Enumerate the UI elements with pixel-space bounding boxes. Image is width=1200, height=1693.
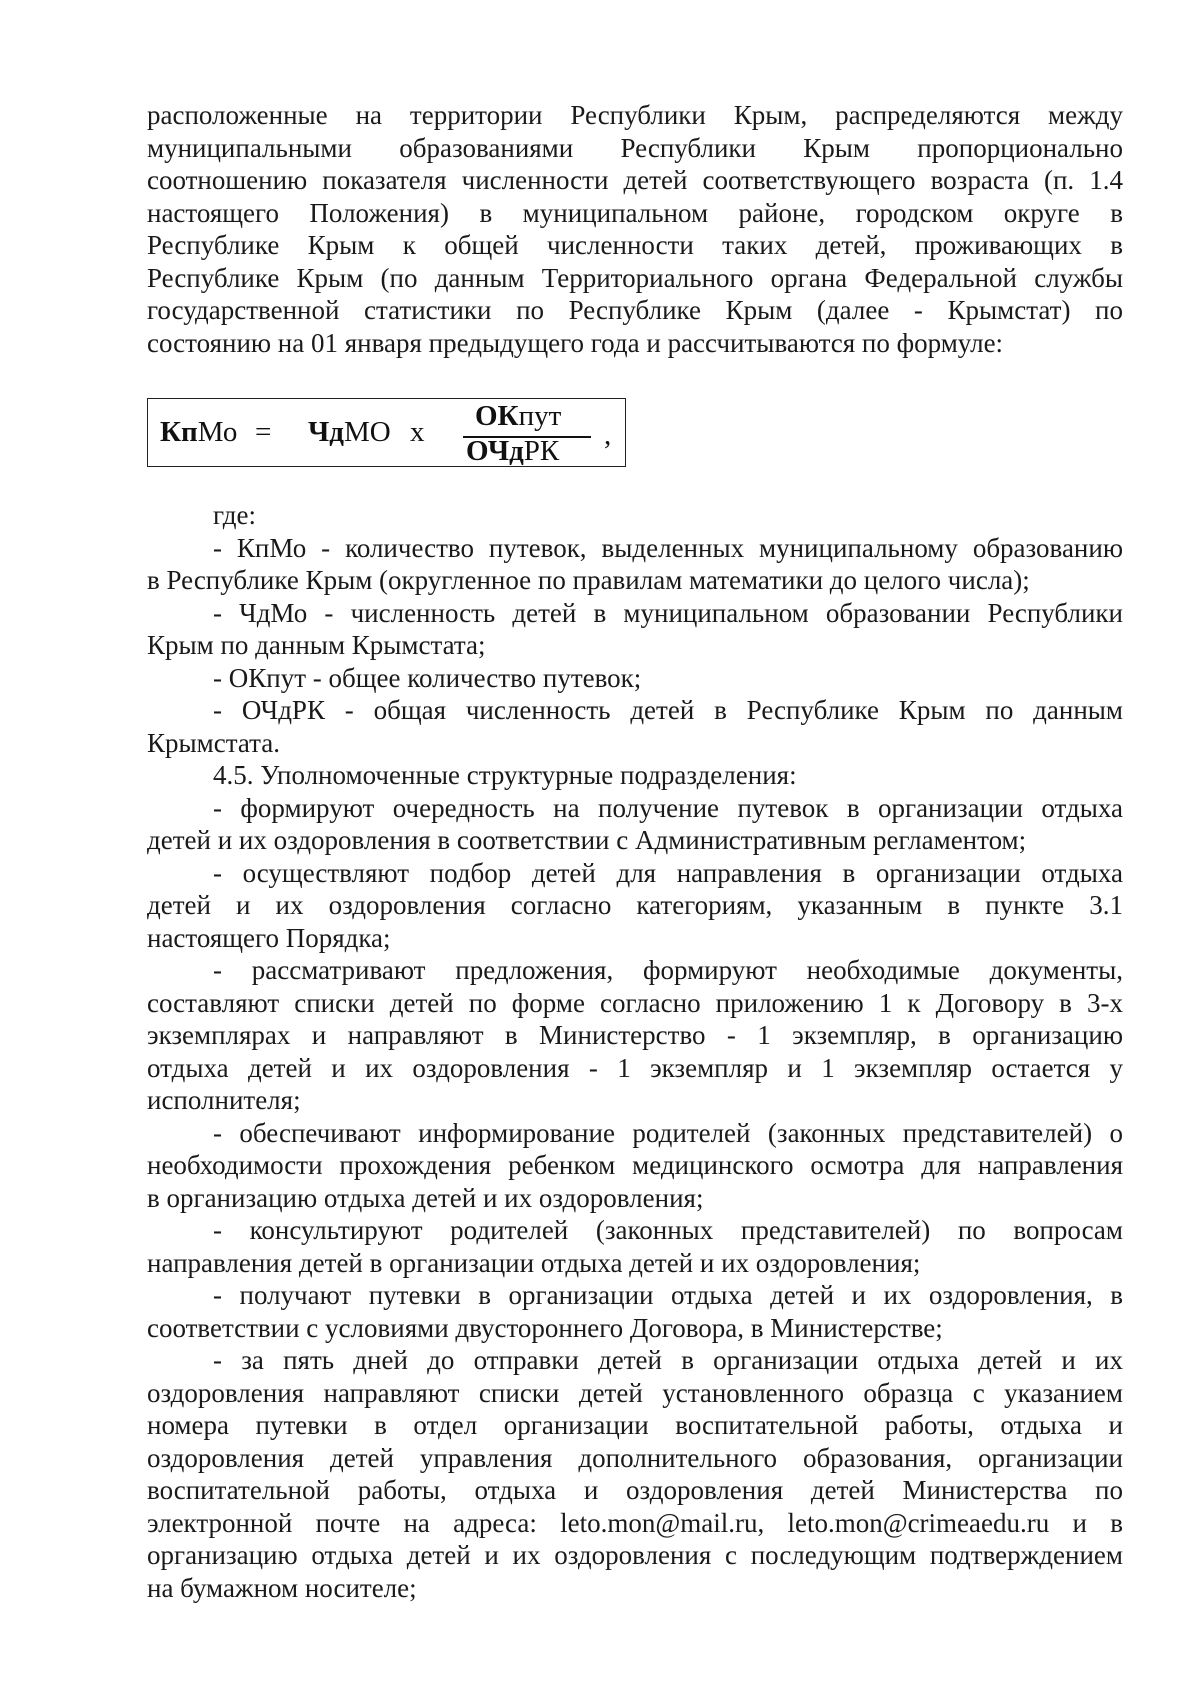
text-line: соответствии с условиями двустороннего Договора, в Министерстве;: [147, 1312, 943, 1343]
text-line: - за пять дней до отправки детей в организации отдыха детей и их: [213, 1345, 1123, 1375]
formula-denominator: ОЧдРК: [466, 435, 560, 467]
text-line: настоящего Положения) в муниципальном районе, городском округе в: [147, 197, 1123, 228]
text-line: - получают путевки в организации отдыха детей и их оздоровления, в: [213, 1280, 1123, 1310]
text-line: - осуществляют подбор детей для направления в организации отдыха: [213, 857, 1123, 888]
text-line: отдыха детей и их оздоровления - 1 экземпляр и 1 экземпляр остается у: [147, 1052, 1123, 1083]
text-line: 4.5. Уполномоченные структурные подразделения:: [213, 760, 797, 790]
text-line: Республике Крым к общей численности таких детей, проживающих в: [147, 230, 1123, 260]
definitions-and-duties: [147, 499, 1123, 1604]
formula-lhs: КпМо: [160, 416, 238, 448]
text-line: - КпМо - количество путевок, выделенных муниципальному образованию: [213, 532, 1123, 563]
text-line: оздоровления детей управления дополнительного образования, организации: [147, 1442, 1123, 1473]
text-line: состоянию на 01 января предыдущего года и рассчитываются по формуле:: [147, 327, 1004, 358]
text-line: соотношению показателя численности детей соответствующего возраста (п. 1.4: [147, 165, 1123, 195]
text-line: детей и их оздоровления согласно категориям, указанным в пункте 3.1: [147, 890, 1123, 920]
text-line: номера путевки в отдел организации воспитательной работы, отдыха и: [147, 1410, 1123, 1440]
text-line: Крым по данным Крымстата;: [147, 630, 486, 660]
formula-equals: =: [255, 416, 272, 448]
text-line: организацию отдыха детей и их оздоровления с последующим подтверждением: [147, 1540, 1123, 1570]
text-line: в Республике Крым (округленное по правилам математики до целого числа);: [147, 565, 1030, 595]
text-line: муниципальными образованиями Республики Крым пропорционально: [147, 132, 1123, 163]
text-line: Крымстата.: [147, 727, 280, 758]
formula-box: [147, 398, 626, 467]
text-line: в организацию отдыха детей и их оздоровления;: [147, 1182, 704, 1213]
text-line: детей и их оздоровления в соответствии с Административным регламентом;: [147, 825, 1027, 855]
text-line: расположенные на территории Республики Крым, распределяются между: [147, 100, 1123, 130]
intro-paragraph: [147, 99, 1123, 359]
text-line: направления детей в организации отдыха детей и их оздоровления;: [147, 1247, 921, 1278]
text-line: где:: [213, 500, 256, 530]
formula-comma: ,: [604, 419, 612, 451]
text-line: государственной статистики по Республике Крым (далее - Крымстат) по: [147, 295, 1123, 325]
formula-numerator: ОКпут: [475, 400, 562, 432]
text-line: Республике Крым (по данным Территориального органа Федеральной службы: [147, 262, 1123, 293]
text-line: исполнителя;: [147, 1085, 301, 1115]
text-line: настоящего Порядка;: [147, 922, 391, 953]
text-line: - ОКпут - общее количество путевок;: [213, 662, 642, 693]
text-line: оздоровления направляют списки детей установленного образца с указанием: [147, 1377, 1123, 1408]
text-line: - обеспечивают информирование родителей (законных представителей) о: [213, 1117, 1123, 1148]
text-line: электронной почте на адреса: leto.mon@mail.ru, leto.mon@crimeaedu.ru и в: [147, 1507, 1123, 1538]
text-line: - ЧдМо - численность детей в муниципальном образовании Республики: [213, 597, 1123, 628]
text-line: воспитательной работы, отдыха и оздоровления детей Министерства по: [147, 1475, 1123, 1505]
text-line: - ОЧдРК - общая численность детей в Республике Крым по данным: [213, 695, 1123, 725]
text-line: - консультируют родителей (законных представителей) по вопросам: [213, 1215, 1123, 1245]
text-line: - рассматривают предложения, формируют необходимые документы,: [213, 955, 1123, 985]
text-line: составляют списки детей по форме согласно приложению 1 к Договору в 3-х: [147, 987, 1123, 1018]
text-line: необходимости прохождения ребенком медицинского осмотра для направления: [147, 1150, 1123, 1180]
text-line: - формируют очередность на получение путевок в организации отдыха: [213, 792, 1123, 823]
text-line: экземплярах и направляют в Министерство - 1 экземпляр, в организацию: [147, 1020, 1123, 1050]
formula-term: ЧдМО: [308, 416, 391, 448]
text-line: на бумажном носителе;: [147, 1572, 417, 1603]
formula-times: х: [410, 416, 425, 448]
